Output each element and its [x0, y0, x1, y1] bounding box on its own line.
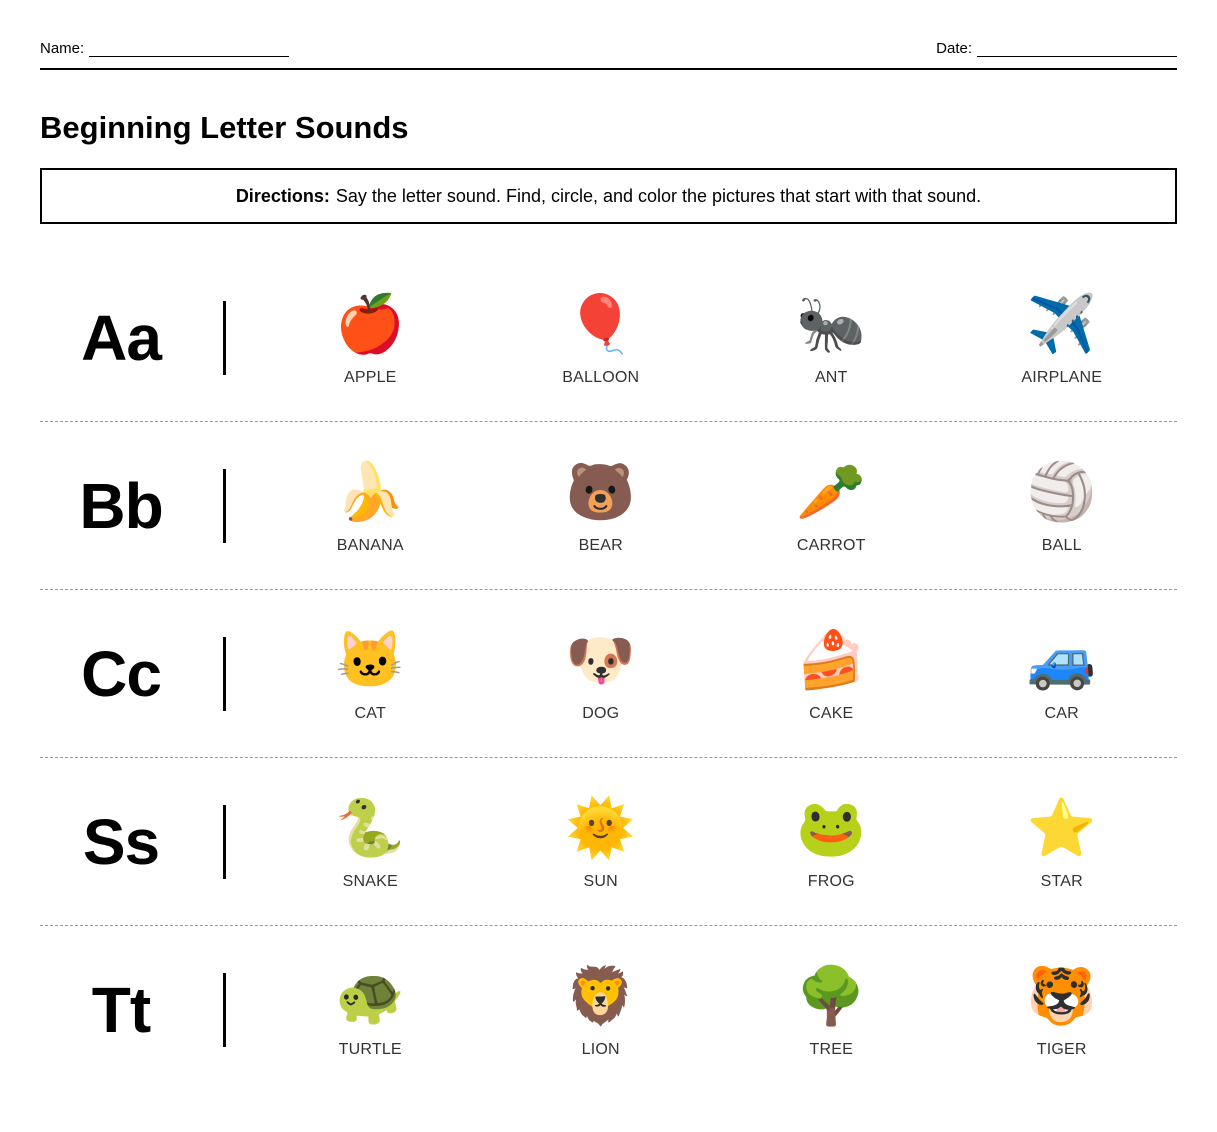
directions-text: Say the letter sound. Find, circle, and color the pictures that start with that sound.: [335, 185, 982, 206]
picture-item[interactable]: [716, 254, 947, 421]
name-label: Name:: [40, 40, 85, 57]
vertical-divider: [223, 469, 226, 543]
picture-item[interactable]: [947, 926, 1178, 1094]
picture-label: CAT: [354, 704, 386, 722]
apple-icon: 🍎: [335, 291, 406, 355]
date-blank-line[interactable]: [977, 44, 1177, 57]
letter-row-b: [40, 422, 1177, 590]
directions-box: [40, 168, 1177, 224]
star-icon: ⭐: [1026, 795, 1097, 859]
picture-item[interactable]: [255, 590, 486, 757]
picture-item[interactable]: [255, 422, 486, 589]
picture-label: AIRPLANE: [1021, 368, 1103, 386]
picture-item[interactable]: [947, 254, 1178, 421]
letter-heading: Aa: [81, 301, 161, 374]
cake-icon: 🍰: [796, 627, 867, 691]
picture-item[interactable]: [486, 758, 717, 925]
turtle-icon: 🐢: [335, 964, 406, 1027]
letter-heading: Tt: [91, 974, 151, 1046]
vertical-divider: [223, 637, 226, 711]
picture-label: CAR: [1044, 704, 1079, 722]
directions-label: Directions:: [235, 185, 330, 206]
page-title: Beginning Letter Sounds: [40, 110, 409, 145]
tree-icon: 🌳: [796, 964, 867, 1027]
letter-row-c: [40, 590, 1177, 758]
picture-label: SNAKE: [342, 872, 398, 890]
picture-item[interactable]: [716, 422, 947, 589]
vertical-divider: [223, 973, 226, 1047]
picture-item[interactable]: [255, 758, 486, 925]
letter-heading: Ss: [82, 805, 160, 878]
picture-item[interactable]: [486, 926, 717, 1094]
picture-item[interactable]: [716, 758, 947, 925]
lion-icon: 🦁: [565, 964, 636, 1027]
car-icon: 🚙: [1026, 627, 1097, 691]
letter-row-s: [40, 758, 1177, 926]
picture-label: TREE: [809, 1041, 853, 1058]
picture-item[interactable]: [486, 422, 717, 589]
picture-label: CARROT: [796, 536, 866, 554]
picture-label: FROG: [807, 872, 855, 890]
date-field[interactable]: [936, 40, 1177, 57]
picture-label: TIGER: [1036, 1041, 1087, 1058]
picture-item[interactable]: [255, 926, 486, 1094]
letter-row-a: [40, 254, 1177, 422]
bear-icon: 🐻: [565, 459, 636, 523]
vertical-divider: [223, 805, 226, 879]
picture-label: BEAR: [578, 536, 623, 554]
cat-icon: 🐱: [335, 627, 406, 691]
frog-icon: 🐸: [796, 795, 867, 859]
letter-row-t: [40, 926, 1177, 1094]
picture-item[interactable]: [947, 590, 1178, 757]
letter-heading: Cc: [81, 637, 161, 710]
picture-label: STAR: [1040, 872, 1083, 890]
picture-label: DOG: [582, 704, 620, 722]
picture-label: SUN: [583, 872, 618, 890]
picture-label: LION: [581, 1041, 620, 1058]
picture-label: TURTLE: [338, 1041, 402, 1058]
picture-item[interactable]: [486, 590, 717, 757]
carrot-icon: 🥕: [796, 459, 867, 523]
name-field[interactable]: [40, 40, 289, 57]
letter-rows: [40, 254, 1177, 1094]
picture-item[interactable]: [716, 926, 947, 1094]
snake-icon: 🐍: [335, 795, 406, 859]
picture-label: BALLOON: [562, 368, 640, 386]
letter-heading: Bb: [79, 469, 163, 542]
name-blank-line[interactable]: [89, 44, 289, 57]
picture-label: CAKE: [809, 704, 854, 722]
picture-label: APPLE: [343, 368, 397, 386]
vertical-divider: [223, 301, 226, 375]
sun-icon: 🌞: [565, 795, 636, 859]
balloon-icon: 🎈: [565, 291, 636, 355]
ant-icon: 🐜: [796, 291, 867, 355]
picture-item[interactable]: [486, 254, 717, 421]
picture-item[interactable]: [947, 758, 1178, 925]
picture-item[interactable]: [255, 254, 486, 421]
picture-item[interactable]: [947, 422, 1178, 589]
picture-item[interactable]: [716, 590, 947, 757]
date-label: Date:: [936, 40, 972, 57]
ball-icon: 🏐: [1026, 459, 1097, 523]
banana-icon: 🍌: [335, 459, 406, 523]
worksheet-header: [40, 38, 1177, 70]
tiger-icon: 🐯: [1026, 964, 1097, 1027]
picture-label: BALL: [1041, 536, 1082, 554]
picture-label: BANANA: [336, 536, 404, 554]
airplane-icon: ✈️: [1026, 291, 1097, 355]
picture-label: ANT: [814, 368, 848, 386]
dog-icon: 🐶: [565, 627, 636, 691]
